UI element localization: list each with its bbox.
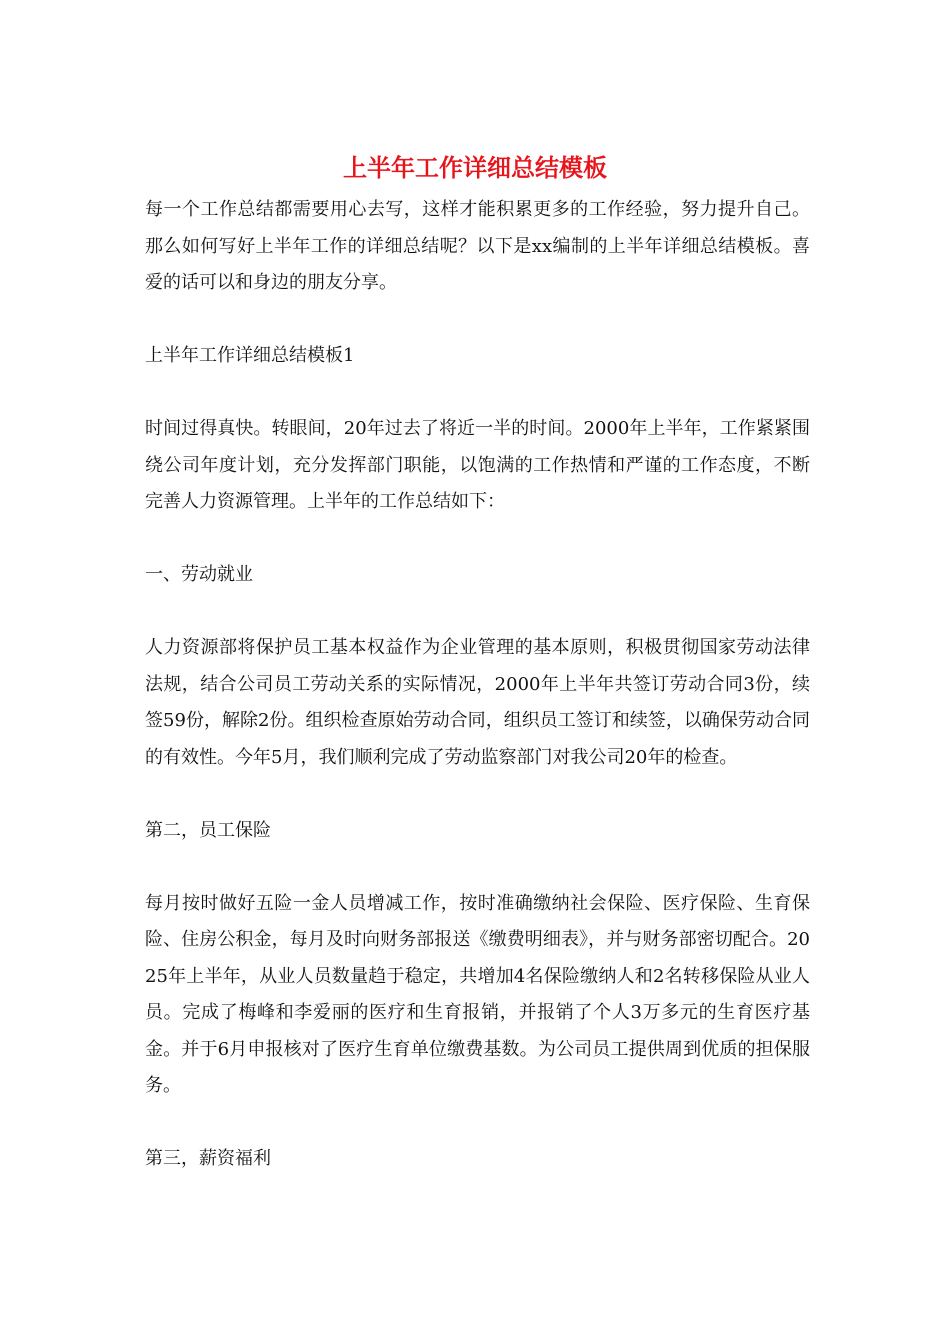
- section-heading-labor-employment: 一、劳动就业: [145, 564, 253, 585]
- labor-employment-paragraph: 人力资源部将保护员工基本权益作为企业管理的基本原则，积极贯彻国家劳动法律法规，结合公司员工劳动关系的实际情况，2000年上半年共签订劳动合同3份，续签59份，解除2份。组织检查原始劳动合同，组织员工签订和续签，以确保劳动合同的有效性。今年5月，我们顺利完成了劳动监察部门对我公司20年的检查。: [145, 637, 810, 768]
- section-heading-salary-welfare: 第三，薪资福利: [145, 1148, 271, 1169]
- employee-insurance-paragraph: 每月按时做好五险一金人员增减工作，按时准确缴纳社会保险、医疗保险、生育保险、住房公积金，每月及时向财务部报送《缴费明细表》，并与财务部密切配合。2025年上半年，从业人员数量趋于稳定，共增加4名保险缴纳人和2名转移保险从业人员。完成了梅峰和李爱丽的医疗和生育报销，并报销了个人3万多元的生育医疗基金。并于6月申报核对了医疗生育单位缴费基数。为公司员工提供周到优质的担保服务。: [145, 892, 810, 1096]
- document-title: 上半年工作详细总结模板: [343, 153, 607, 182]
- section-heading-template-1: 上半年工作详细总结模板1: [145, 345, 355, 366]
- section-heading-employee-insurance: 第二，员工保险: [145, 819, 271, 841]
- document-body: [145, 192, 810, 1178]
- intro-paragraph: 每一个工作总结都需要用心去写，这样才能积累更多的工作经验，努力提升自己。那么如何写好上半年工作的详细总结呢？以下是xx编制的上半年详细总结模板。喜爱的话可以和身边的朋友分享。: [145, 199, 810, 293]
- opening-paragraph: 时间过得真快。转眼间，20年过去了将近一半的时间。2000年上半年，工作紧紧围绕公司年度计划，充分发挥部门职能，以饱满的工作热情和严谨的工作态度，不断完善人力资源管理。上半年的工作总结如下：: [145, 418, 810, 512]
